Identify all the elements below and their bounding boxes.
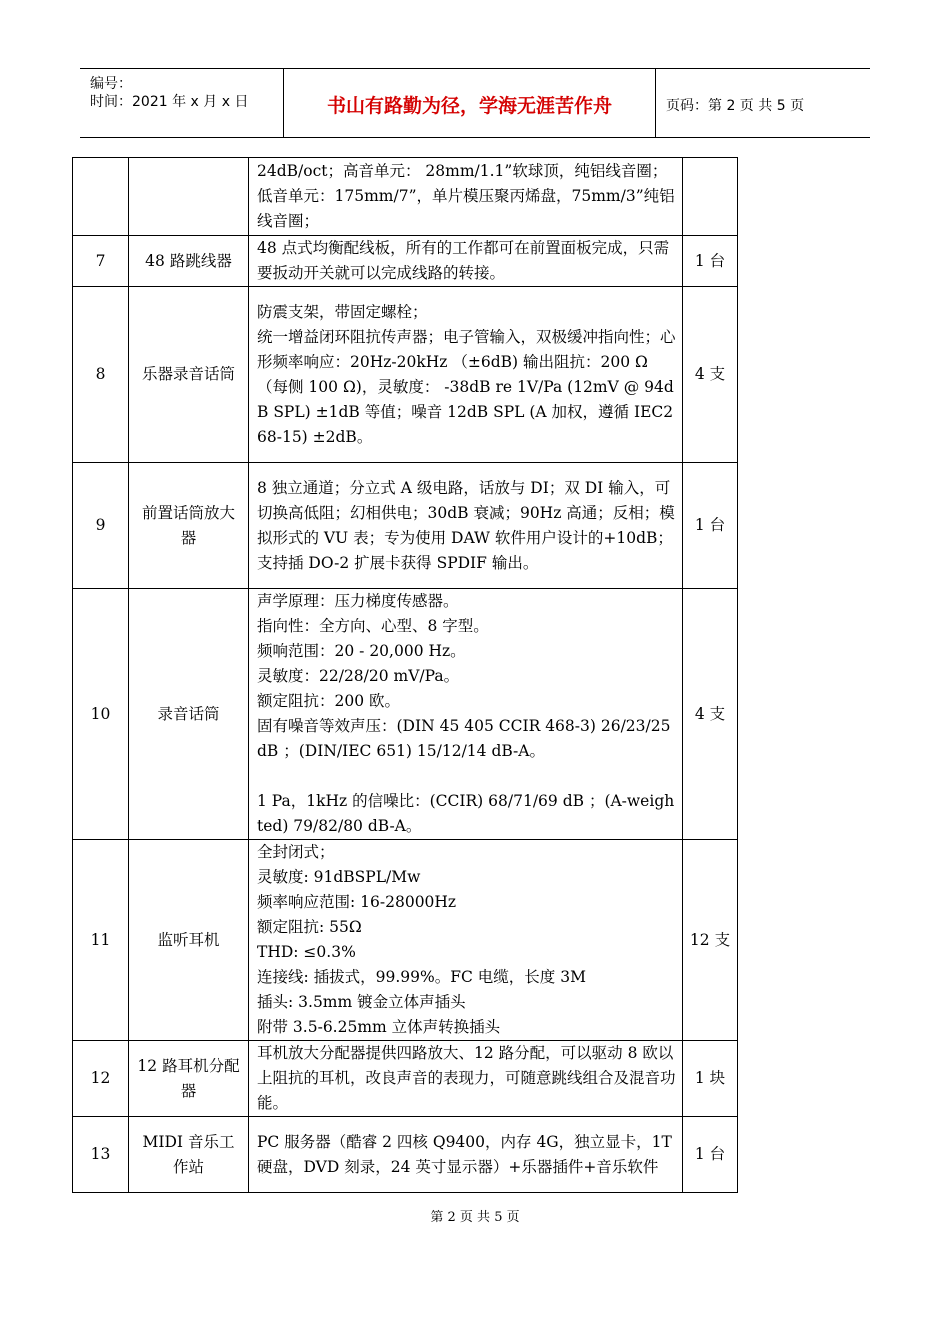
table-row <box>73 1117 738 1193</box>
item-spec: PC 服务器（酷睿 2 四核 Q9400，内存 4G，独立显卡，1T 硬盘，DVD 刻录，24 英寸显示器）+乐器插件+音乐软件 <box>249 1117 683 1193</box>
item-spec: 48 点式均衡配线板，所有的工作都可在前置面板完成，只需要扳动开关就可以完成线路的转接。 <box>249 236 683 287</box>
page-number: 页码：第 2 页 共 5 页 <box>666 98 805 114</box>
code-label: 编号： <box>90 76 132 92</box>
item-spec: 声学原理：压力梯度传感器。 指向性：全方向、心型、8 字型。 频响范围：20 - 20,000 Hz。 灵敏度：22/28/20 mV/Pa。 额定阻抗：200 欧。 固有噪音等效声压：(DIN 45 405 CCIR 468-3) 26/23/25 dB ；(DIN/IEC 651) 15/12/14 dB-A。 1 Pa，1kHz 的信噪比：(CCIR) 68/71/69 dB ；(A-weighted) 79/82/80 dB-A。 <box>249 589 683 840</box>
table-row <box>73 236 738 287</box>
item-quantity: 4 支 <box>683 589 738 840</box>
row-number: 11 <box>73 840 129 1041</box>
item-quantity: 12 支 <box>683 840 738 1041</box>
table-row <box>73 1041 738 1117</box>
item-spec: 24dB/oct；高音单元： 28mm/1.1”软球顶，纯铝线音圈；低音单元：175mm/7”，单片模压聚丙烯盘，75mm/3”纯铝线音圈； <box>249 158 683 236</box>
header-motto-cell <box>284 69 656 137</box>
item-name: 48 路跳线器 <box>129 236 249 287</box>
item-name: 录音话筒 <box>129 589 249 840</box>
item-quantity: 1 台 <box>683 236 738 287</box>
item-spec: 防震支架，带固定螺栓； 统一增益闭环阻抗传声器；电子管输入，双极缓冲指向性；心形频率响应：20Hz-20kHz （±6dB) 输出阻抗：200 Ω （每侧 100 Ω)，灵敏度： -38dB re 1V/Pa (12mV @ 94dB SPL) ±1dB 等值；噪音 12dB SPL (A 加权，遵循 IEC268-15) ±2dB。 <box>249 287 683 463</box>
item-spec: 全封闭式； 灵敏度: 91dBSPL/Mw 频率响应范围: 16-28000Hz 额定阻抗: 55Ω THD: ≤0.3% 连接线: 插拔式，99.99%。FC 电缆，长度 3M 插头: 3.5mm 镀金立体声插头 附带 3.5-6.25mm 立体声转换插头 <box>249 840 683 1041</box>
row-number <box>73 158 129 236</box>
item-name: 前置话筒放大器 <box>129 463 249 589</box>
item-spec: 耳机放大分配器提供四路放大、12 路分配，可以驱动 8 欧以上阻抗的耳机，改良声音的表现力，可随意跳线组合及混音功能。 <box>249 1041 683 1117</box>
row-number: 9 <box>73 463 129 589</box>
motto: 书山有路勤为径，学海无涯苦作舟 <box>326 95 612 117</box>
equipment-table <box>72 157 738 1193</box>
item-spec: 8 独立通道；分立式 A 级电路，话放与 DI；双 DI 输入，可切换高低阻；幻相供电；30dB 衰减；90Hz 高通；反相；模拟形式的 VU 表；专为使用 DAW 软件用户设计的+10dB；支持插 DO-2 扩展卡获得 SPDIF 输出。 <box>249 463 683 589</box>
page-footer: 第 2 页 共 5 页 <box>430 1210 520 1225</box>
table-row <box>73 840 738 1041</box>
table-row <box>73 158 738 236</box>
row-number: 13 <box>73 1117 129 1193</box>
row-number: 12 <box>73 1041 129 1117</box>
table-row <box>73 287 738 463</box>
item-name: MIDI 音乐工作站 <box>129 1117 249 1193</box>
date-label: 时间：2021 年 x 月 x 日 <box>90 94 249 110</box>
row-number: 10 <box>73 589 129 840</box>
header-meta <box>80 69 284 137</box>
header-page-cell <box>656 69 870 137</box>
table-row <box>73 463 738 589</box>
table-row <box>73 589 738 840</box>
item-name: 12 路耳机分配器 <box>129 1041 249 1117</box>
item-quantity: 1 块 <box>683 1041 738 1117</box>
item-name: 监听耳机 <box>129 840 249 1041</box>
item-quantity: 1 台 <box>683 463 738 589</box>
item-quantity: 4 支 <box>683 287 738 463</box>
item-name: 乐器录音话筒 <box>129 287 249 463</box>
page-header <box>80 68 870 138</box>
row-number: 8 <box>73 287 129 463</box>
item-quantity: 1 台 <box>683 1117 738 1193</box>
item-name <box>129 158 249 236</box>
item-quantity <box>683 158 738 236</box>
row-number: 7 <box>73 236 129 287</box>
